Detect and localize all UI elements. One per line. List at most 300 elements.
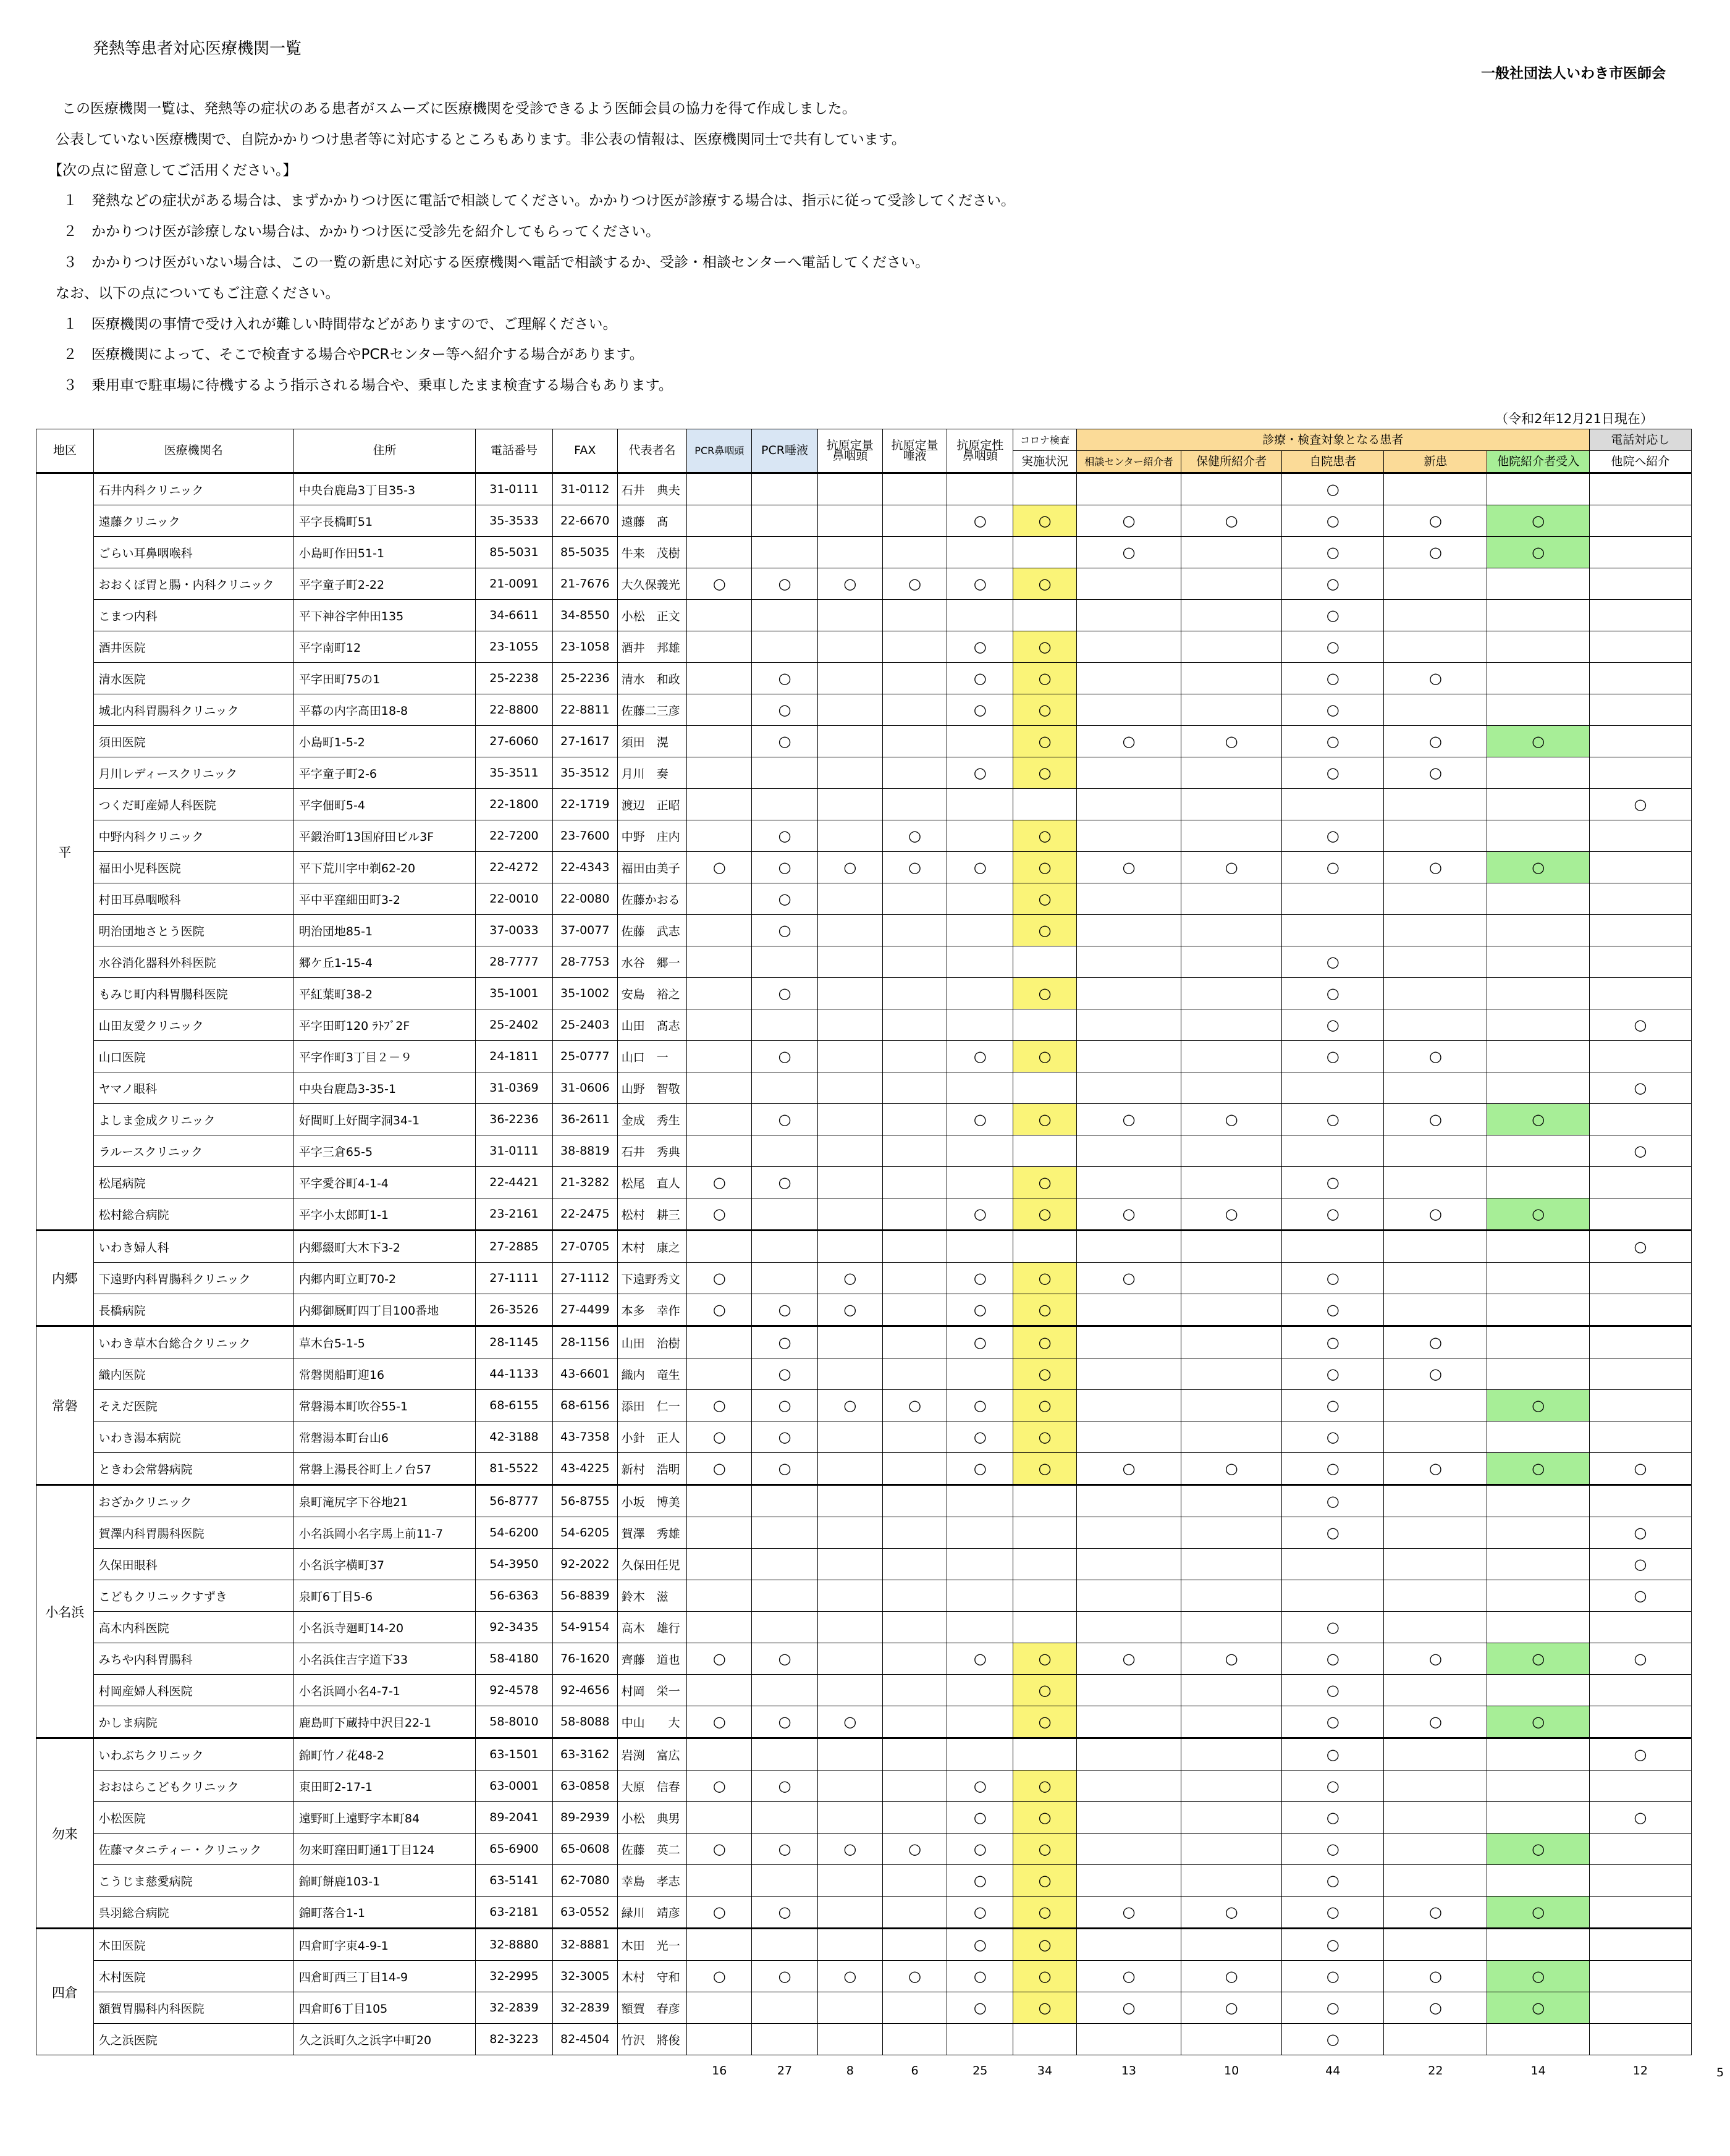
mark-cell: ○	[1013, 1834, 1077, 1865]
mark-cell	[1589, 631, 1691, 663]
mark-cell	[947, 600, 1013, 631]
mark-cell: ○	[1487, 1897, 1589, 1929]
header-phone-bottom: 他院へ紹介	[1589, 451, 1691, 473]
clinic-representative: 佐藤 英二	[617, 1834, 687, 1865]
clinic-representative: 賀澤 秀雄	[617, 1517, 687, 1549]
mark-cell: ○	[1013, 1865, 1077, 1897]
mark-cell	[1487, 1294, 1589, 1326]
header-patients-group: 診療・検査対象となる患者	[1076, 429, 1589, 451]
mark-cell	[882, 1263, 947, 1294]
clinic-name: いわき草木台総合クリニック	[93, 1326, 293, 1358]
mark-cell: ○	[752, 694, 818, 726]
clinic-fax: 31-0606	[552, 1072, 617, 1104]
clinic-name: おざかクリニック	[93, 1485, 293, 1517]
clinic-representative: 小坂 博美	[617, 1485, 687, 1517]
mark-cell	[882, 1135, 947, 1167]
mark-cell	[1589, 1485, 1691, 1517]
mark-cell	[1013, 1738, 1077, 1771]
mark-cell: ○	[1013, 1675, 1077, 1706]
table-row	[36, 1897, 1692, 1929]
clinic-representative: 牛来 茂樹	[617, 537, 687, 568]
table-row	[36, 694, 1692, 726]
mark-cell	[1013, 946, 1077, 978]
mark-cell	[882, 1453, 947, 1485]
clinic-address: 小名浜住吉字道下33	[293, 1643, 475, 1675]
mark-cell: ○	[1384, 1198, 1487, 1231]
mark-cell	[1013, 1612, 1077, 1643]
clinic-phone: 63-5141	[476, 1865, 553, 1897]
mark-cell	[1384, 789, 1487, 820]
page-title: 発熱等患者対応医療機関一覧	[93, 40, 302, 58]
clinic-phone: 22-1800	[476, 789, 553, 820]
mark-cell	[882, 1198, 947, 1231]
mark-cell	[1181, 631, 1282, 663]
mark-cell	[1589, 1390, 1691, 1421]
header-antigen-quant-nasal: 抗原定量 鼻咽頭	[817, 429, 882, 473]
mark-cell: ○	[1282, 568, 1384, 600]
mark-cell: ○	[752, 978, 818, 1009]
mark-cell: ○	[1282, 505, 1384, 537]
table-row	[36, 1104, 1692, 1135]
table-row	[36, 1135, 1692, 1167]
table-row	[36, 1706, 1692, 1738]
mark-cell: ○	[1013, 726, 1077, 757]
header-phone: 電話番号	[476, 429, 553, 473]
clinic-representative: 高木 雄行	[617, 1612, 687, 1643]
mark-cell: ○	[1076, 505, 1181, 537]
mark-cell	[1487, 1421, 1589, 1453]
mark-cell	[1487, 1072, 1589, 1104]
mark-cell	[1076, 1929, 1181, 1961]
clinic-fax: 54-9154	[552, 1612, 617, 1643]
mark-cell: ○	[882, 1834, 947, 1865]
clinic-fax: 63-0552	[552, 1897, 617, 1929]
table-row	[36, 1485, 1692, 1517]
mark-cell	[1181, 820, 1282, 852]
clinic-representative: 村岡 栄一	[617, 1675, 687, 1706]
mark-cell	[1487, 631, 1589, 663]
clinic-address: 内郷内町立町70-2	[293, 1263, 475, 1294]
intro-line: 【次の点に留意してご活用ください。】	[48, 162, 297, 179]
mark-cell	[1181, 537, 1282, 568]
mark-cell	[1487, 1041, 1589, 1072]
mark-cell: ○	[1589, 1135, 1691, 1167]
clinic-phone: 81-5522	[476, 1453, 553, 1485]
header-consult-center: 相談センター紹介者	[1076, 451, 1181, 473]
clinic-representative: 新村 浩明	[617, 1453, 687, 1485]
mark-cell: ○	[1282, 1326, 1384, 1358]
mark-cell	[817, 1009, 882, 1041]
mark-cell	[687, 1738, 752, 1771]
mark-cell: ○	[1181, 1453, 1282, 1485]
clinic-fax: 43-4225	[552, 1453, 617, 1485]
mark-cell	[1076, 1802, 1181, 1834]
mark-cell: ○	[1589, 1643, 1691, 1675]
mark-cell	[947, 1549, 1013, 1580]
mark-cell	[752, 1929, 818, 1961]
intro-line: ３ 乗用車で駐車場に待機するよう指示される場合や、乗車したまま検査する場合もあります。	[63, 377, 673, 394]
mark-cell: ○	[687, 1771, 752, 1802]
table-body	[36, 473, 1692, 2055]
mark-cell: ○	[1076, 1992, 1181, 2024]
mark-cell: ○	[1282, 2024, 1384, 2055]
mark-cell	[1181, 1167, 1282, 1198]
table-row	[36, 757, 1692, 789]
mark-cell	[1181, 1706, 1282, 1738]
mark-cell	[1013, 600, 1077, 631]
mark-cell	[1384, 1231, 1487, 1263]
clinic-address: 明治団地85-1	[293, 915, 475, 946]
mark-cell	[1384, 946, 1487, 978]
mark-cell: ○	[817, 1961, 882, 1992]
mark-cell: ○	[817, 852, 882, 883]
clinic-fax: 25-0777	[552, 1041, 617, 1072]
mark-cell	[947, 883, 1013, 915]
mark-cell: ○	[1282, 1929, 1384, 1961]
mark-cell: ○	[1013, 505, 1077, 537]
clinic-representative: 中山 大	[617, 1706, 687, 1738]
mark-cell	[882, 1802, 947, 1834]
mark-cell: ○	[1013, 1041, 1077, 1072]
mark-cell: ○	[1282, 663, 1384, 694]
mark-cell: ○	[687, 1961, 752, 1992]
mark-cell	[882, 883, 947, 915]
mark-cell	[752, 473, 818, 505]
clinic-fax: 62-7080	[552, 1865, 617, 1897]
mark-cell: ○	[947, 1198, 1013, 1231]
clinic-fax: 22-2475	[552, 1198, 617, 1231]
mark-cell	[947, 2024, 1013, 2055]
mark-cell	[947, 726, 1013, 757]
clinic-representative: 緑川 靖彦	[617, 1897, 687, 1929]
table-row	[36, 1643, 1692, 1675]
clinic-address: 中央台鹿島3丁目35-3	[293, 473, 475, 505]
clinic-address: 常磐湯本町台山6	[293, 1421, 475, 1453]
mark-cell	[817, 978, 882, 1009]
clinic-representative: 金成 秀生	[617, 1104, 687, 1135]
mark-cell: ○	[1282, 1453, 1384, 1485]
organization-name: 一般社団法人いわき市医師会	[1481, 65, 1666, 82]
mark-cell: ○	[1487, 1643, 1589, 1675]
clinic-phone: 63-0001	[476, 1771, 553, 1802]
mark-cell	[1181, 2024, 1282, 2055]
mark-cell	[1487, 694, 1589, 726]
mark-cell: ○	[687, 1897, 752, 1929]
mark-cell: ○	[1181, 726, 1282, 757]
mark-cell: ○	[947, 505, 1013, 537]
region-cell: 内郷	[36, 1231, 94, 1326]
mark-cell	[817, 1802, 882, 1834]
mark-cell	[817, 1453, 882, 1485]
mark-cell	[817, 946, 882, 978]
table-row	[36, 568, 1692, 600]
clinic-name: 佐藤マタニティー・クリニック	[93, 1834, 293, 1865]
mark-cell	[752, 1802, 818, 1834]
mark-cell	[1013, 1072, 1077, 1104]
clinic-fax: 37-0077	[552, 915, 617, 946]
mark-cell	[1076, 1009, 1181, 1041]
clinic-phone: 63-2181	[476, 1897, 553, 1929]
mark-cell	[1076, 1167, 1181, 1198]
clinic-phone: 22-7200	[476, 820, 553, 852]
clinic-address: 内郷御厩町四丁目100番地	[293, 1294, 475, 1326]
mark-cell	[947, 1231, 1013, 1263]
mark-cell: ○	[1282, 631, 1384, 663]
mark-cell	[1384, 1738, 1487, 1771]
mark-cell	[1181, 1326, 1282, 1358]
total-count: 14	[1530, 2064, 1546, 2078]
mark-cell	[817, 1167, 882, 1198]
mark-cell	[1384, 1834, 1487, 1865]
clinic-phone: 89-2041	[476, 1802, 553, 1834]
mark-cell: ○	[1282, 1802, 1384, 1834]
mark-cell: ○	[947, 1390, 1013, 1421]
mark-cell: ○	[882, 568, 947, 600]
mark-cell	[1076, 1231, 1181, 1263]
clinic-address: 平字三倉65-5	[293, 1135, 475, 1167]
clinic-fax: 92-2022	[552, 1549, 617, 1580]
mark-cell: ○	[947, 1834, 1013, 1865]
mark-cell: ○	[1282, 1390, 1384, 1421]
clinic-representative: 木村 守和	[617, 1961, 687, 1992]
mark-cell	[752, 946, 818, 978]
clinic-address: 平字南町12	[293, 631, 475, 663]
mark-cell: ○	[1487, 1104, 1589, 1135]
mark-cell	[817, 1485, 882, 1517]
clinic-fax: 36-2611	[552, 1104, 617, 1135]
mark-cell: ○	[1013, 1453, 1077, 1485]
mark-cell	[947, 946, 1013, 978]
mark-cell	[1181, 473, 1282, 505]
mark-cell: ○	[1282, 726, 1384, 757]
table-row	[36, 726, 1692, 757]
clinic-address: 平字田町75の1	[293, 663, 475, 694]
mark-cell	[882, 1072, 947, 1104]
mark-cell	[1076, 473, 1181, 505]
mark-cell	[1589, 537, 1691, 568]
mark-cell	[687, 883, 752, 915]
clinic-phone: 65-6900	[476, 1834, 553, 1865]
mark-cell	[1384, 631, 1487, 663]
clinic-fax: 22-1719	[552, 789, 617, 820]
header-own-patients: 自院患者	[1282, 451, 1384, 473]
mark-cell	[1589, 1834, 1691, 1865]
mark-cell	[1589, 820, 1691, 852]
mark-cell	[1282, 1549, 1384, 1580]
clinic-representative: 石井 典夫	[617, 473, 687, 505]
mark-cell	[1487, 1135, 1589, 1167]
clinic-address: 平鍛治町13国府田ビル3F	[293, 820, 475, 852]
mark-cell: ○	[1076, 852, 1181, 883]
mark-cell	[882, 600, 947, 631]
mark-cell: ○	[1013, 1802, 1077, 1834]
clinic-representative: 清水 和政	[617, 663, 687, 694]
mark-cell: ○	[752, 726, 818, 757]
mark-cell: ○	[817, 1390, 882, 1421]
mark-cell: ○	[947, 1897, 1013, 1929]
mark-cell	[882, 1643, 947, 1675]
clinic-phone: 28-1145	[476, 1326, 553, 1358]
mark-cell: ○	[1282, 1421, 1384, 1453]
clinic-phone: 25-2402	[476, 1009, 553, 1041]
clinic-address: 久之浜町久之浜字中町20	[293, 2024, 475, 2055]
mark-cell	[817, 537, 882, 568]
mark-cell	[752, 600, 818, 631]
clinic-representative: 小松 正文	[617, 600, 687, 631]
mark-cell	[817, 757, 882, 789]
mark-cell	[1181, 568, 1282, 600]
clinic-fax: 28-1156	[552, 1326, 617, 1358]
clinic-address: 平幕の内字高田18-8	[293, 694, 475, 726]
mark-cell: ○	[1487, 1992, 1589, 2024]
mark-cell	[1013, 1231, 1077, 1263]
mark-cell: ○	[687, 1294, 752, 1326]
total-count: 13	[1121, 2064, 1137, 2078]
clinic-name: 久之浜医院	[93, 2024, 293, 2055]
clinic-fax: 38-8819	[552, 1135, 617, 1167]
mark-cell: ○	[1589, 1549, 1691, 1580]
table-row	[36, 1263, 1692, 1294]
mark-cell: ○	[1282, 1897, 1384, 1929]
mark-cell	[687, 2024, 752, 2055]
region-cell: 勿来	[36, 1738, 94, 1929]
mark-cell	[687, 820, 752, 852]
mark-cell	[1384, 473, 1487, 505]
mark-cell	[817, 1135, 882, 1167]
clinic-fax: 68-6156	[552, 1390, 617, 1421]
mark-cell: ○	[882, 852, 947, 883]
mark-cell: ○	[1384, 1706, 1487, 1738]
mark-cell	[817, 1421, 882, 1453]
mark-cell: ○	[687, 1706, 752, 1738]
mark-cell	[687, 1231, 752, 1263]
mark-cell: ○	[752, 663, 818, 694]
header-region: 地区	[36, 429, 94, 473]
mark-cell	[882, 694, 947, 726]
mark-cell: ○	[1181, 1961, 1282, 1992]
mark-cell	[1384, 1390, 1487, 1421]
mark-cell	[687, 789, 752, 820]
intro-line: 公表していない医療機関で、自院かかりつけ患者等に対応するところもあります。非公表の情報は、医療機関同士で共有しています。	[56, 131, 906, 148]
clinic-phone: 23-2161	[476, 1198, 553, 1231]
clinic-representative: 大久保義光	[617, 568, 687, 600]
mark-cell	[817, 1198, 882, 1231]
mark-cell	[817, 2024, 882, 2055]
mark-cell: ○	[882, 1390, 947, 1421]
mark-cell	[1384, 820, 1487, 852]
clinic-representative: 大原 信春	[617, 1771, 687, 1802]
mark-cell: ○	[947, 1992, 1013, 2024]
clinic-phone: 85-5031	[476, 537, 553, 568]
mark-cell: ○	[1013, 757, 1077, 789]
mark-cell	[1384, 1612, 1487, 1643]
mark-cell: ○	[1589, 1453, 1691, 1485]
clinic-name: 村田耳鼻咽喉科	[93, 883, 293, 915]
mark-cell: ○	[752, 1643, 818, 1675]
mark-cell	[1076, 946, 1181, 978]
mark-cell	[882, 1897, 947, 1929]
mark-cell: ○	[1589, 1517, 1691, 1549]
clinic-phone: 32-2839	[476, 1992, 553, 2024]
mark-cell: ○	[817, 1294, 882, 1326]
table-row	[36, 663, 1692, 694]
mark-cell: ○	[1013, 978, 1077, 1009]
clinic-address: 錦町竹ノ花48-2	[293, 1738, 475, 1771]
mark-cell: ○	[1181, 1643, 1282, 1675]
mark-cell	[1076, 978, 1181, 1009]
mark-cell	[1181, 1390, 1282, 1421]
table-row	[36, 1231, 1692, 1263]
mark-cell	[1487, 1517, 1589, 1549]
mark-cell	[1076, 663, 1181, 694]
clinic-representative: 佐藤かおる	[617, 883, 687, 915]
mark-cell	[817, 1072, 882, 1104]
mark-cell: ○	[1282, 1834, 1384, 1865]
clinic-phone: 22-4421	[476, 1167, 553, 1198]
mark-cell	[817, 1771, 882, 1802]
mark-cell	[1181, 1834, 1282, 1865]
mark-cell	[687, 600, 752, 631]
mark-cell	[752, 631, 818, 663]
mark-cell	[1589, 505, 1691, 537]
mark-cell	[817, 726, 882, 757]
clinic-name: 長橋病院	[93, 1294, 293, 1326]
mark-cell: ○	[1013, 631, 1077, 663]
clinic-fax: 63-0858	[552, 1771, 617, 1802]
table-row	[36, 1961, 1692, 1992]
mark-cell	[1013, 789, 1077, 820]
clinic-fax: 25-2403	[552, 1009, 617, 1041]
clinic-name: おおはらこどもクリニック	[93, 1771, 293, 1802]
mark-cell	[1589, 1897, 1691, 1929]
mark-cell	[817, 1104, 882, 1135]
clinic-representative: 木村 康之	[617, 1231, 687, 1263]
mark-cell: ○	[1282, 820, 1384, 852]
mark-cell	[1487, 883, 1589, 915]
mark-cell	[752, 1198, 818, 1231]
clinic-address: 四倉町字東4-9-1	[293, 1929, 475, 1961]
mark-cell	[882, 473, 947, 505]
mark-cell: ○	[1282, 757, 1384, 789]
mark-cell	[1487, 1549, 1589, 1580]
mark-cell	[817, 820, 882, 852]
clinic-name: こどもクリニックすずき	[93, 1580, 293, 1612]
clinic-fax: 85-5035	[552, 537, 617, 568]
mark-cell	[1384, 1549, 1487, 1580]
mark-cell: ○	[752, 1104, 818, 1135]
intro-line: ２ 医療機関によって、そこで検査する場合やPCRセンター等へ紹介する場合があります。	[63, 347, 644, 363]
mark-cell	[1384, 1580, 1487, 1612]
mark-cell	[1076, 789, 1181, 820]
mark-cell	[1076, 1834, 1181, 1865]
mark-cell	[947, 1580, 1013, 1612]
mark-cell	[882, 631, 947, 663]
clinic-name: 明治団地さとう医院	[93, 915, 293, 946]
mark-cell	[947, 1706, 1013, 1738]
mark-cell	[752, 789, 818, 820]
mark-cell	[1487, 1771, 1589, 1802]
clinic-name: 木村医院	[93, 1961, 293, 1992]
total-count: 12	[1632, 2064, 1648, 2078]
clinic-address: 平字長橋町51	[293, 505, 475, 537]
mark-cell: ○	[1384, 726, 1487, 757]
mark-cell	[1487, 568, 1589, 600]
clinic-name: 水谷消化器科外科医院	[93, 946, 293, 978]
mark-cell: ○	[1076, 1897, 1181, 1929]
mark-cell: ○	[1384, 1326, 1487, 1358]
table-row	[36, 1453, 1692, 1485]
mark-cell: ○	[1282, 1706, 1384, 1738]
